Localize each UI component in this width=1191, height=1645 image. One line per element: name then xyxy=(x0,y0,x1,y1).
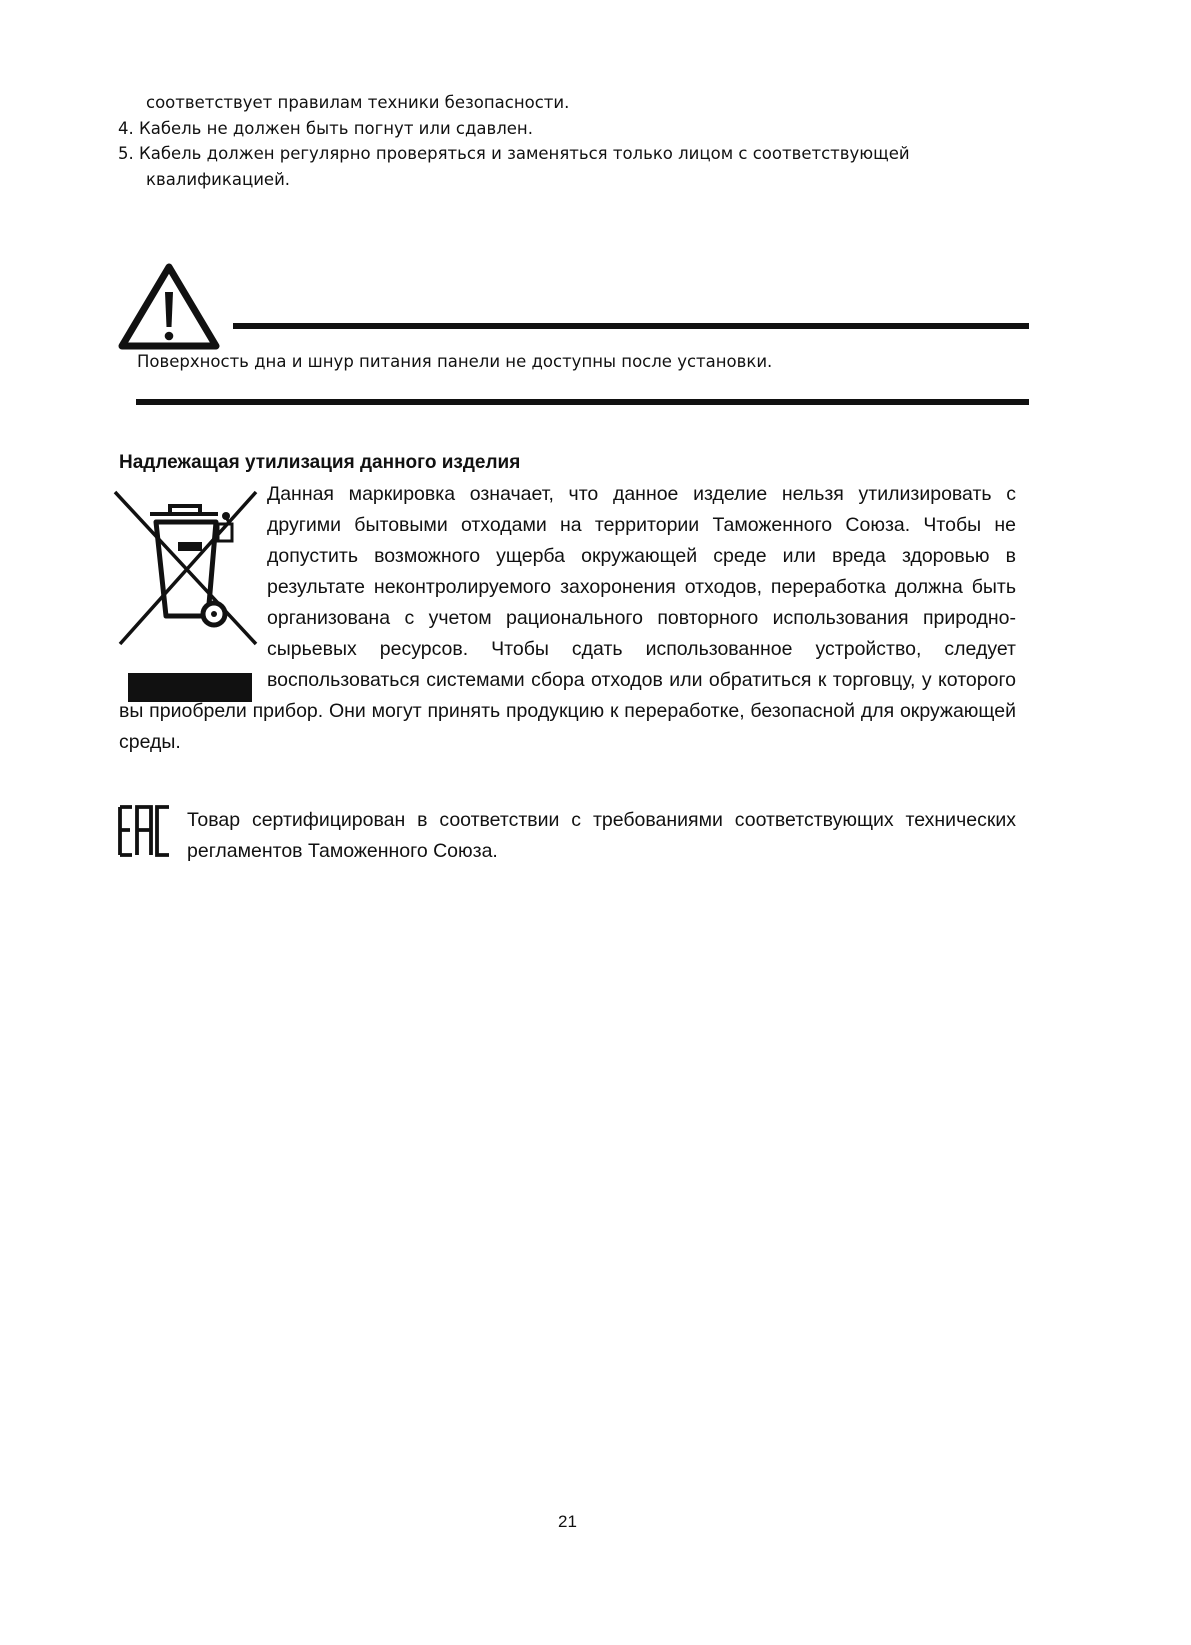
list-continuation-line: соответствует правилам техники безопасности. xyxy=(146,93,570,112)
warning-bottom-rule xyxy=(136,399,1029,405)
disposal-paragraph: Данная маркировка означает, что данное изделие нельзя утилизировать с другими бытовыми отходами на территории Таможенного Союза. Чтобы не допустить возможного ущерба окружающей среде или вреда здоровью в результате неконтролируемого захоронения отходов, переработка должна быть организована с учетом рационального повторного использования природно-сырьевых ресурсов. Чтобы сдать использованное устройство, следует воспользоваться системами сбора отходов или обратиться к торговцу, у которого вы приобрели прибор. Они могут принять продукцию к переработке, безопасной для окружающей среды. xyxy=(119,483,1016,753)
warning-triangle-icon xyxy=(116,260,222,352)
list-item-5-continuation: квалификацией. xyxy=(146,170,291,189)
certification-text: Товар сертифицирован в соответствии с требованиями соответствующих технических регламентов Таможенного Союза. xyxy=(187,809,1016,862)
warning-top-rule xyxy=(233,323,1029,329)
warning-text: Поверхность дна и шнур питания панели не доступны после установки. xyxy=(137,352,773,371)
list-item-5: 5. Кабель должен регулярно проверяться и заменяться только лицом с соответствующей xyxy=(118,144,910,163)
eac-logo-icon xyxy=(117,805,171,857)
disposal-title: Надлежащая утилизация данного изделия xyxy=(119,452,521,473)
page-number: 21 xyxy=(558,1512,577,1531)
list-item-4: 4. Кабель не должен быть погнут или сдавлен. xyxy=(118,119,533,138)
